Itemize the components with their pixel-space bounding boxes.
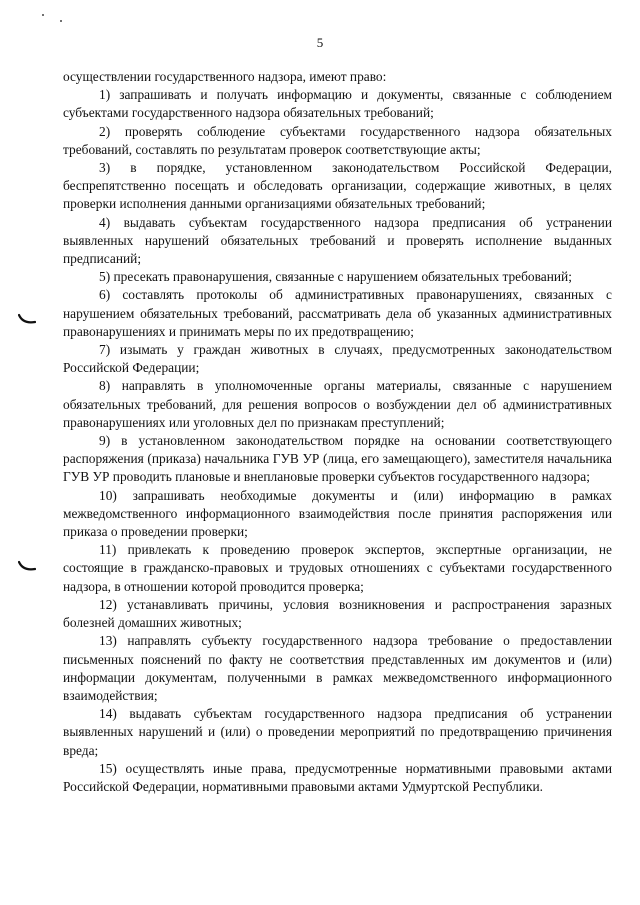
paragraph-item-4: 4) выдавать субъектам государственного надзора предписания об устранении выявленных нарушений обязательных требований и проверять исполнение выданных предписаний; [63,214,612,267]
paragraph-item-8: 8) направлять в уполномоченные органы материалы, связанные с нарушением обязательных требований, для решения вопросов о возбуждении дел об административных правонарушениях или уголовных дел по признакам преступлений; [63,378,612,430]
page-number: 5 [316,35,324,50]
paragraph-item-1: 1) запрашивать и получать информацию и документы, связанные с соблюдением субъектами государственного надзора обязательных требований; [63,87,612,121]
punch-hole-mark [18,560,36,572]
punch-hole-mark [18,313,36,325]
paragraph-intro: осуществлении государственного надзора, имеют право: [63,69,387,84]
paragraph-item-2: 2) проверять соблюдение субъектами государственного надзора обязательных требований, составлять по результатам проверок соответствующие акты; [63,123,612,157]
paragraph-item-3: 3) в порядке, установленном законодательством Российской Федерации, беспрепятственно посещать и обследовать организации, содержащие животных, в целях проверки исполнения данными организациями обязательных требований; [63,160,612,212]
paragraph-item-9: 9) в установленном законодательством порядке на основании соответствующего распоряжения (приказа) начальника ГУВ УР (лица, его замещающего), заместителя начальника ГУВ УР проводить плановые и внеплановые проверки субъектов государственного надзора; [63,433,612,485]
paragraph-item-10: 10) запрашивать необходимые документы и (или) информацию в рамках межведомственного информационного взаимодействия после принятия распоряжения или приказа о проведении проверки; [63,487,612,540]
paragraph-item-13: 13) направлять субъекту государственного надзора требование о предоставлении письменных пояснений по факту не соответствия представленных им документов и (или) информации документам, полученными в рамках межведомственного информационного взаимодействия; [63,633,612,703]
paragraph-item-5: 5) пресекать правонарушения, связанные с нарушением обязательных требований; [99,269,572,285]
scan-speck [42,14,44,16]
document-body [63,68,612,796]
paragraph-item-11: 11) привлекать к проведению проверок экспертов, экспертные организации, не состоящие в гражданско-правовых и трудовых отношениях с субъектами государственного надзора, в отношении которой проводится проверка; [63,542,612,594]
paragraph-item-7: 7) изымать у граждан животных в случаях, предусмотренных законодательством Российской Федерации; [63,342,612,376]
paragraph-item-14: 14) выдавать субъектам государственного надзора предписания об устранении выявленных нарушений и (или) о проведении мероприятий по предотвращению причинения вреда; [63,706,612,758]
scan-speck [60,20,62,22]
paragraph-item-12: 12) устанавливать причины, условия возникновения и распространения заразных болезней домашних животных; [63,596,612,631]
paragraph-item-15: 15) осуществлять иные права, предусмотренные нормативными правовыми актами Российской Федерации, нормативными правовыми актами Удмуртской Республики. [63,760,612,794]
paragraph-item-6: 6) составлять протоколы об административных правонарушениях, связанных с нарушением обязательных требований, рассматривать дела об указанных административных правонарушениях и принимать меры по их предотвращению; [63,287,612,339]
